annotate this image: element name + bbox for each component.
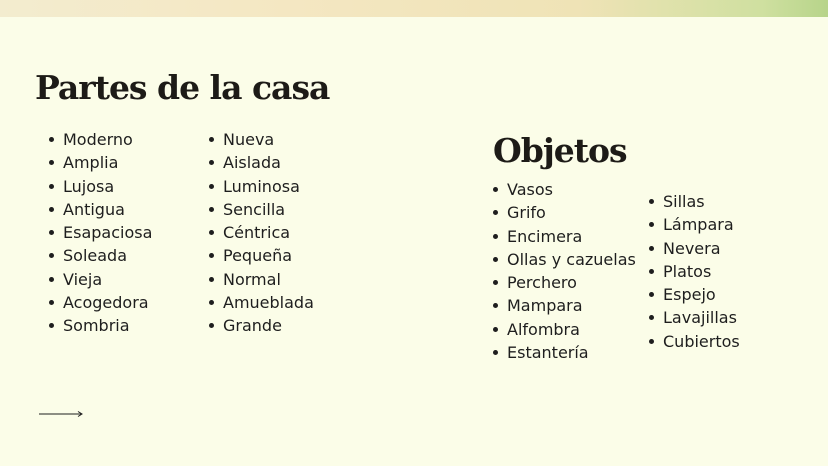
list-item: Soleada [49,244,152,267]
list-item: Lavajillas [649,306,740,329]
section-title-objetos: Objetos [493,131,627,170]
list-item: Antigua [49,198,152,221]
list-item: Normal [209,268,314,291]
list-item: Sencilla [209,198,314,221]
objetos-list-column-2 [649,190,740,353]
list-item: Esapaciosa [49,221,152,244]
list-item: Grifo [493,201,636,224]
list-item: Sillas [649,190,740,213]
list-item: Alfombra [493,318,636,341]
list-item: Aislada [209,151,314,174]
top-decorative-band [0,0,828,17]
list-item: Platos [649,260,740,283]
list-item: Moderno [49,128,152,151]
list-item: Lujosa [49,175,152,198]
list-item: Encimera [493,225,636,248]
list-item: Sombria [49,314,152,337]
list-item: Lámpara [649,213,740,236]
partes-list-column-2 [209,128,314,338]
list-item: Espejo [649,283,740,306]
list-item: Amplia [49,151,152,174]
list-item: Mampara [493,294,636,317]
partes-list-column-1 [49,128,152,338]
arrow-right-icon[interactable] [39,410,83,418]
list-item: Nevera [649,237,740,260]
list-item: Grande [209,314,314,337]
list-item: Acogedora [49,291,152,314]
objetos-list-column-1 [493,178,636,364]
list-item: Amueblada [209,291,314,314]
list-item: Cubiertos [649,330,740,353]
list-item: Nueva [209,128,314,151]
list-item: Vasos [493,178,636,201]
list-item: Céntrica [209,221,314,244]
section-title-partes: Partes de la casa [35,68,330,107]
list-item: Pequeña [209,244,314,267]
list-item: Estantería [493,341,636,364]
list-item: Perchero [493,271,636,294]
list-item: Vieja [49,268,152,291]
list-item: Ollas y cazuelas [493,248,636,271]
list-item: Luminosa [209,175,314,198]
